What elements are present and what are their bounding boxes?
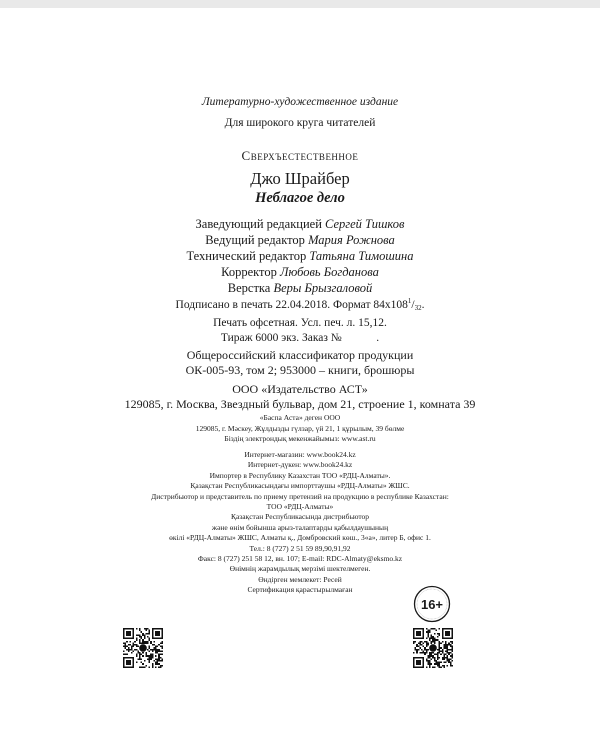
qr-code-vk[interactable]	[413, 628, 453, 668]
kz-line: «Баспа Аста» деген ООО	[259, 413, 341, 422]
age-rating-badge	[413, 585, 451, 623]
dist-line: Өндірген мемлекет: Ресей	[258, 574, 342, 584]
print-info	[0, 294, 600, 346]
classifier-block	[0, 348, 600, 378]
qr-code-icon	[413, 628, 453, 668]
dist-line: Импортер в Республику Казахстан ТОО «РДЦ-Алматы».	[209, 470, 391, 480]
edition-type: Литературно-художественное издание	[201, 96, 399, 108]
distributor-block	[0, 450, 600, 596]
dist-line: және өнім бойынша арыз-талаптарды қабылдаушының	[211, 522, 389, 532]
dist-line: өкілі «РДЦ-Алматы» ЖШС, Алматы қ., Домбровский көш., 3«а», литер Б, офис 1.	[169, 533, 431, 543]
credit-line: Заведующий редакцией Сергей Тишков	[195, 217, 405, 231]
author-name: Джо Шрайбер	[250, 169, 350, 188]
publisher-address: 129085, г. Москва, Звездный бульвар, дом 21, строение 1, комната 39	[124, 397, 476, 411]
credit-line: Верстка Веры Брызгаловой	[227, 281, 373, 295]
audience: Для широкого круга читателей	[224, 117, 376, 129]
book-title: Неблагое дело	[255, 190, 345, 206]
dist-line: ТОО «РДЦ-Алматы»	[266, 502, 334, 512]
top-edge	[0, 0, 600, 8]
kz-line: 129085, г. Мәскеу, Жұлдызды гүлзар, үй 21, 1 құрылым, 39 бөлме	[195, 423, 405, 433]
dist-line: Тел.: 8 (727) 2 51 59 89,90,91,92	[249, 543, 351, 553]
dist-line: Факс: 8 (727) 251 58 12, вн. 107; E-mail: RDC-Almaty@eksmo.kz	[197, 554, 403, 564]
dist-line: Сертификация қарастырылмаған	[247, 585, 353, 595]
vk-icon	[429, 644, 437, 652]
publisher-block	[0, 382, 600, 412]
classifier-line: ОК-005-93, том 2; 953000 – книги, брошюры	[185, 363, 415, 377]
credit-line: Технический редактор Татьяна Тимошина	[186, 249, 414, 263]
qr-code-icon	[123, 628, 163, 668]
age-rating-circle-icon	[413, 585, 451, 623]
age-rating-text: 16+	[420, 597, 444, 612]
dist-line: Дистрибьютор и представитель по приему претензий на продукцию в республике Казахстан:	[151, 491, 449, 501]
credit-line: Корректор Любовь Богданова	[221, 265, 379, 279]
credit-line: Ведущий редактор Мария Рожнова	[205, 233, 395, 247]
signed-line: Подписано в печать 22.04.2018. Формат $84x108^1/_{32}$.	[175, 297, 425, 312]
publisher-name: ООО «Издательство АСТ»	[232, 382, 368, 396]
series-name: Сверхъестественное	[241, 148, 359, 163]
dist-line: Интернет-магазин: www.book24.kz	[244, 450, 356, 459]
print-run: Тираж 6000 экз. Заказ № .	[220, 332, 380, 344]
classifier-line: Общероссийский классификатор продукции	[186, 348, 414, 362]
dist-line: Қазақстан Республикасында дистрибьютор	[230, 512, 370, 522]
dist-line: Интернет-дүкен: www.book24.kz	[247, 460, 353, 470]
dist-line: Қазақстан Республикасындағы импорттаушы «РДЦ-Алматы» ЖШС.	[190, 481, 410, 491]
dist-line: Өнімнің жарамдылық мерзімі шектелмеген.	[229, 564, 371, 574]
credits-block	[0, 216, 600, 296]
qr-code-facebook[interactable]	[123, 628, 163, 668]
kz-publisher-block	[0, 413, 600, 445]
kz-line: Біздің электрондық мекенжайымыз: www.ast.ru	[224, 434, 376, 443]
facebook-icon	[139, 644, 147, 652]
print-type: Печать офсетная. Усл. печ. л. 15,12.	[213, 317, 387, 329]
